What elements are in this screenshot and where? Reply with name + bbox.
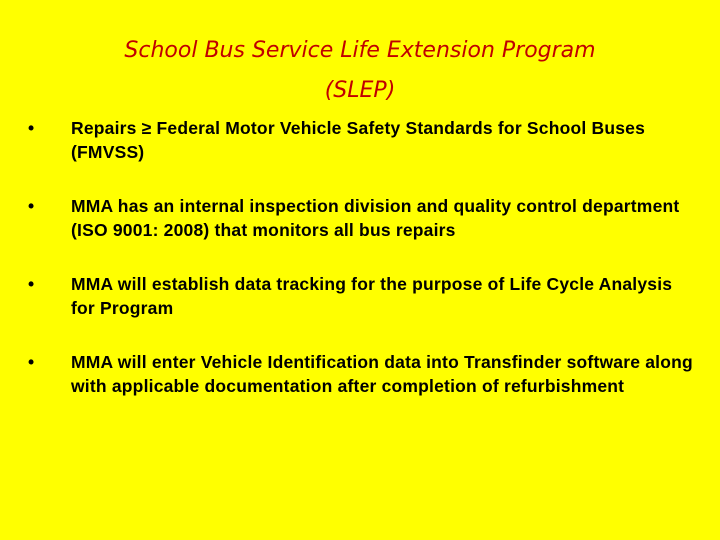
slide-title-line-2: (SLEP)	[324, 78, 396, 103]
bullet-item	[28, 194, 698, 242]
slide-title-line-1: School Bus Service Life Extension Program	[124, 38, 596, 63]
bullet-list	[28, 116, 698, 398]
bullet-item	[28, 272, 698, 320]
bullet-item	[28, 116, 698, 164]
bullet-icon: •	[28, 274, 35, 294]
bullet-text: MMA has an internal inspection division and quality control department (ISO 9001: 2008) that monitors all bus repairs	[71, 196, 680, 240]
bullet-text: MMA will establish data tracking for the purpose of Life Cycle Analysis for Program	[71, 274, 673, 318]
bullet-icon: •	[28, 196, 35, 216]
bullet-text: Repairs ≥ Federal Motor Vehicle Safety Standards for School Buses (FMVSS)	[71, 118, 646, 162]
bullet-text: MMA will enter Vehicle Identification data into Transfinder software along with applicable documentation after completion of refurbishment	[71, 352, 693, 396]
bullet-item	[28, 350, 698, 398]
bullet-icon: •	[28, 118, 35, 138]
slide-title	[0, 31, 720, 111]
bullet-icon: •	[28, 352, 35, 372]
